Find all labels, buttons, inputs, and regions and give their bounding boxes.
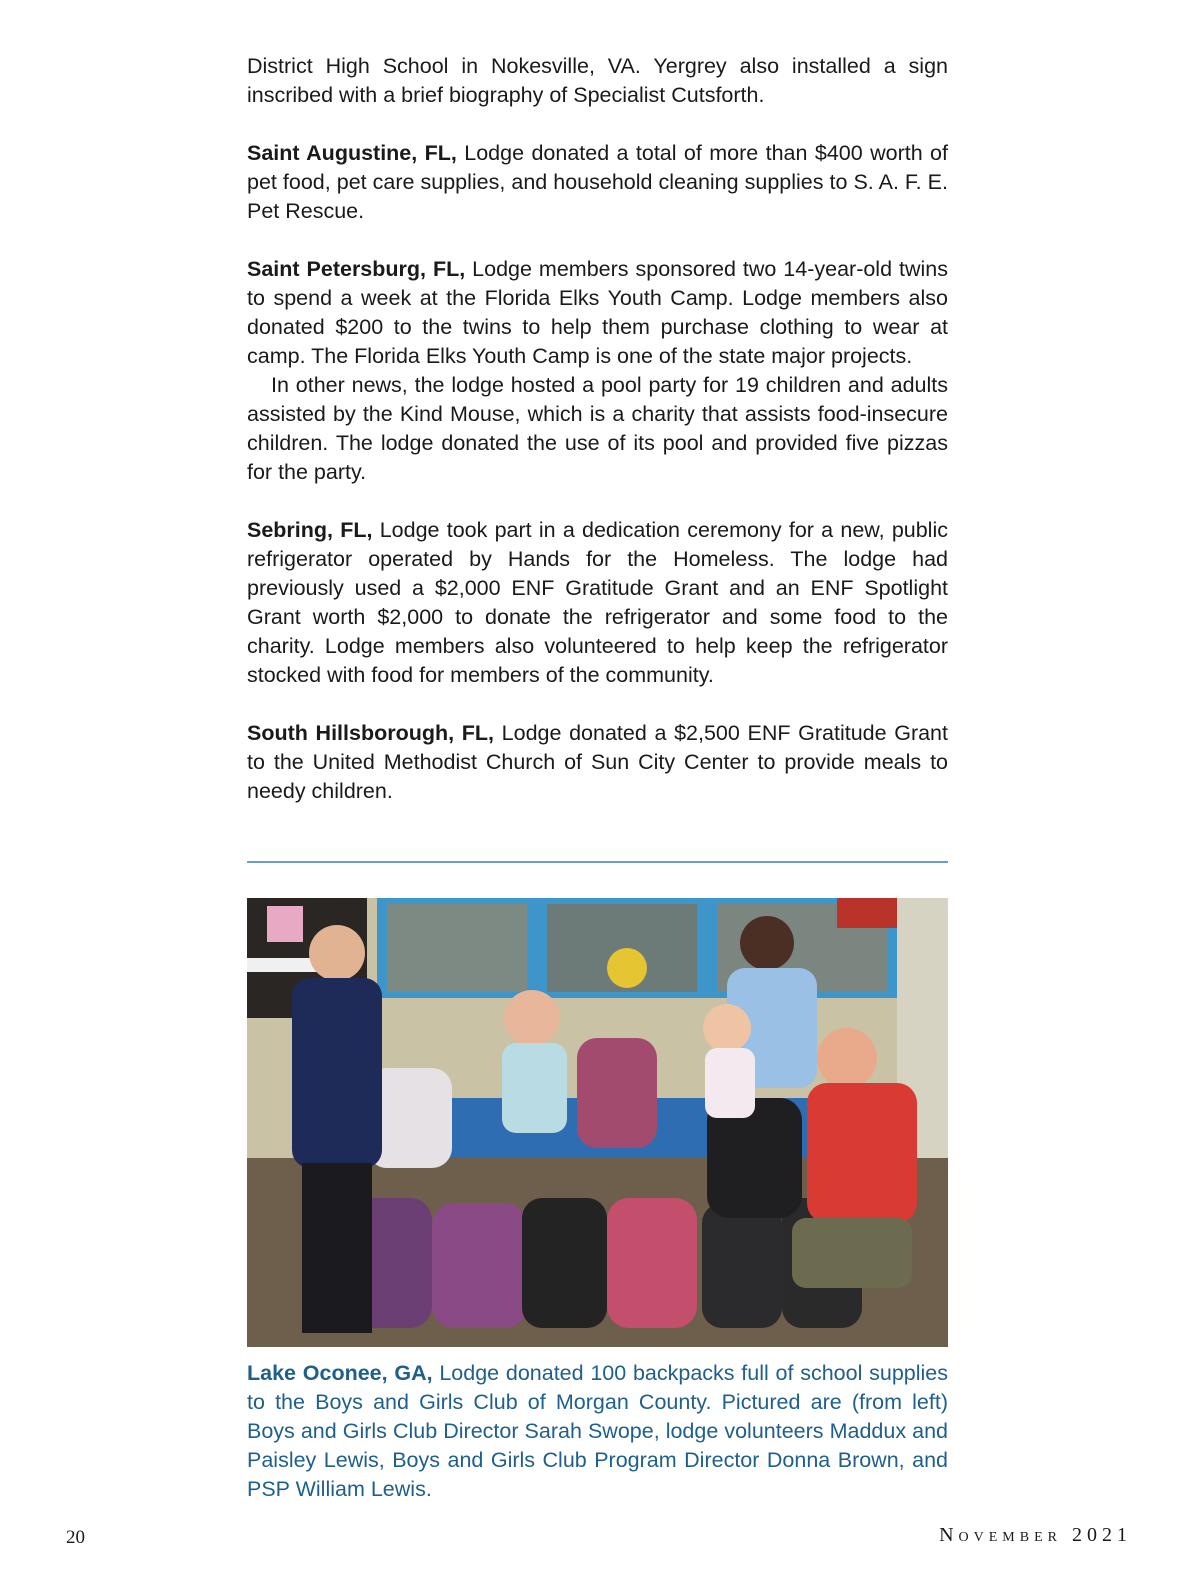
photo-illustration bbox=[247, 898, 948, 1347]
entry-body: Lodge donated a total of more than $400 worth of pet food, pet care supplies, and household cleaning supplies to S. A. F. E. Pet Rescue. bbox=[247, 141, 948, 223]
page-number: 20 bbox=[66, 1527, 85, 1548]
entry-saint-augustine bbox=[247, 139, 948, 226]
entry-saint-petersburg bbox=[247, 255, 948, 371]
caption-body: Lodge donated 100 backpacks full of school supplies to the Boys and Girls Club of Morgan County. Pictured are (from left) Boys and Girls Club Director Sarah Swope, lodge volunteers Maddux and Paisley Lewis, Boys and Girls Club Program Director Donna Brown, and PSP William Lewis. bbox=[247, 1361, 949, 1501]
group-photo bbox=[247, 898, 948, 1347]
intro-continuation: District High School in Nokesville, VA. Yergrey also installed a sign inscribed with a brief biography of Specialist Cutsforth. bbox=[247, 54, 948, 107]
entry-sebring bbox=[247, 516, 948, 690]
issue-date: November 2021 bbox=[939, 1524, 1132, 1546]
entry-lead: South Hillsborough, FL, bbox=[247, 721, 494, 745]
entry-lead: Saint Augustine, FL, bbox=[247, 141, 457, 165]
entry-saint-petersburg-continuation: In other news, the lodge hosted a pool party for 19 children and adults assisted by the Kind Mouse, which is a charity that assists food-insecure children. The lodge donated the use of its pool and provided five pizzas for the party. bbox=[247, 373, 948, 484]
entry-lead: Sebring, FL, bbox=[247, 518, 373, 542]
article-column bbox=[247, 52, 948, 806]
photo-caption bbox=[247, 1359, 948, 1504]
section-divider bbox=[247, 861, 948, 863]
entry-body: Lodge members sponsored two 14-year-old twins to spend a week at the Florida Elks Youth Camp. Lodge members also donated $200 to the twins to help them purchase clothing to wear at camp. The Florida Elks Youth Camp is one of the state major projects. bbox=[247, 257, 948, 368]
entry-body: Lodge took part in a dedication ceremony for a new, public refrigerator operated by Hands for the Homeless. The lodge had previously used a $2,000 ENF Gratitude Grant and an ENF Spotlight Grant worth $2,000 to donate the refrigerator and some food to the charity. Lodge members also volunteered to help keep the refrigerator stocked with food for members of the community. bbox=[247, 518, 948, 687]
caption-lead: Lake Oconee, GA, bbox=[247, 1361, 433, 1385]
entry-lead: Saint Petersburg, FL, bbox=[247, 257, 466, 281]
entry-south-hillsborough bbox=[247, 719, 948, 806]
entry-body: Lodge donated a $2,500 ENF Gratitude Grant to the United Methodist Church of Sun City Center to provide meals to needy children. bbox=[247, 721, 948, 803]
